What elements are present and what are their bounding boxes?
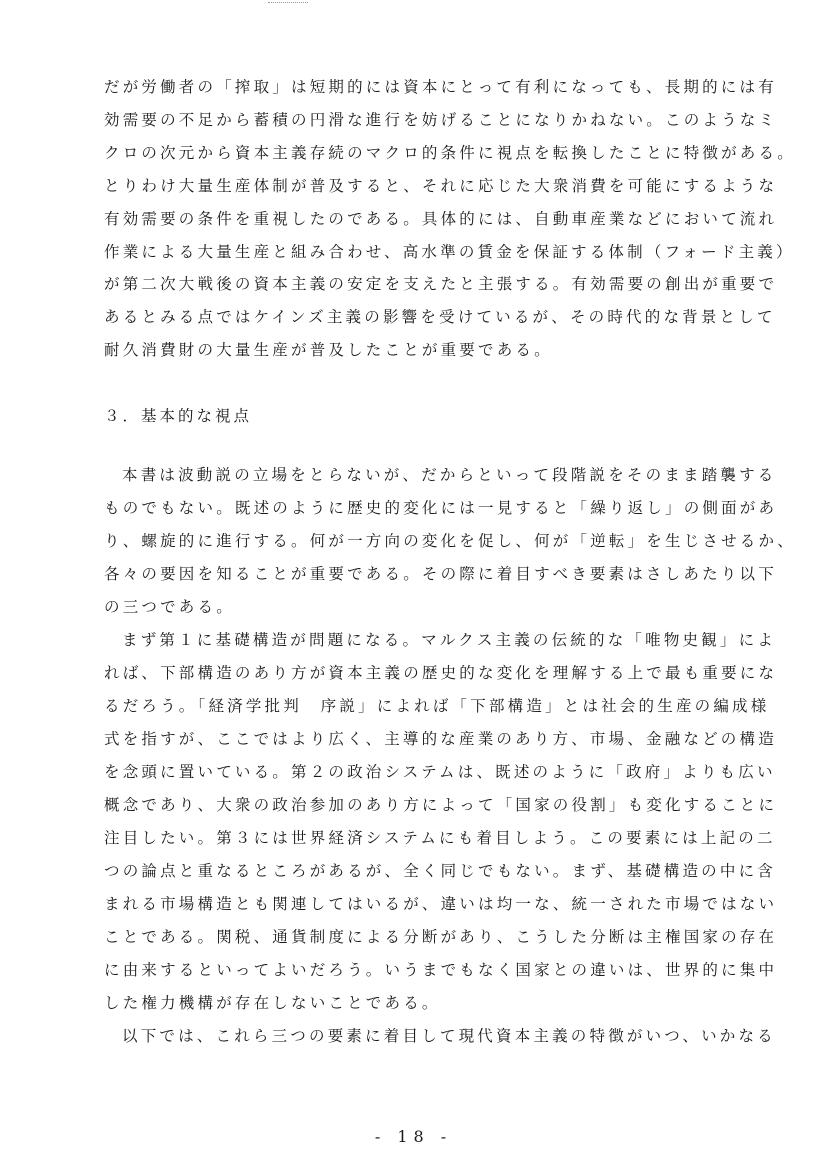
paragraph-line: に由来するといってよいだろう。いうまでもなく国家との違いは、世界的に集中 [104,961,778,979]
paragraph-line: れば、下部構造のあり方が資本主義の歴史的な変化を理解する上で最も重要にな [104,664,778,682]
paragraph-line: ものでもない。既述のように歴史的変化には一見すると「繰り返し」の側面があ [104,499,778,517]
paragraph-line: 本書は波動説の立場をとらないが、だからといって段階説をそのまま踏襲する [122,466,777,484]
paragraph-line: 耐久消費財の大量生産が普及したことが重要である。 [104,341,553,359]
paragraph-line: 式を指すが、ここではより広く、主導的な産業のあり方、市場、金融などの構造 [104,730,777,748]
paragraph-line: ことである。関税、通貨制度による分断があり、こうした分断は主権国家の存在 [104,928,778,946]
paragraph-line: を念頭に置いている。第２の政治システムは、既述のように「政府」よりも広い [104,763,776,781]
paragraph-line: 注目したい。第３には世界経済システムにも着目しよう。この要素には上記の二 [104,829,776,847]
paragraph-line: クロの次元から資本主義存続のマクロ的条件に視点を転換したことに特徴がある。 [104,144,796,162]
page-number: - 18 - [374,1127,453,1146]
paragraph-line: の三つである。 [104,598,235,616]
paragraph-line: 概念であり、大衆の政治参加のあり方によって「国家の役割」も変化することに [104,796,778,814]
paragraph-line: り、螺旋的に進行する。何が一方向の変化を促し、何が「逆転」を生じさせるか、 [104,532,796,550]
paragraph-line: 作業による大量生産と組み合わせ、高水準の賃金を保証する体制（フォード主義） [104,243,795,261]
paragraph-line: した権力機構が存在しないことである。 [104,994,441,1012]
paragraph-line: まれる市場構造とも関連してはいるが、違いは均一な、統一された市場ではない [104,895,778,913]
paragraph-line: 以下では、これら三つの要素に着目して現代資本主義の特徴がいつ、いかなる [122,1027,776,1045]
paragraph-line: 各々の要因を知ることが重要である。その際に着目すべき要素はさしあたり以下 [104,565,777,583]
paragraph-line: とりわけ大量生産体制が普及すると、それに応じた大衆消費を可能にするような [104,177,778,195]
scan-mark [268,2,308,5]
paragraph-line: るだろう。「経済学批判 序説」によれば「下部構造」とは社会的生産の編成様 [104,697,770,715]
paragraph-line: まず第１に基礎構造が問題になる。マルクス主義の伝統的な「唯物史観」によ [122,631,777,649]
paragraph-line: 有効需要の条件を重視したのである。具体的には、自動車産業などにおいて流れ [104,210,778,228]
paragraph-line: 効需要の不足から蓄積の円滑な進行を妨げることになりかねない。このようなミ [104,111,778,129]
paragraph-line: だが労働者の「搾取」は短期的には資本にとって有利になっても、長期的には有 [104,78,777,96]
paragraph-line: あるとみる点ではケインズ主義の影響を受けているが、その時代的な背景として [104,308,776,326]
paragraph-line: つの論点と重なるところがあるが、全く同じでもない。まず、基礎構造の中に含 [104,862,776,880]
section-heading: ３．基本的な視点 [104,407,253,425]
paragraph-line: が第二次大戦後の資本主義の安定を支えたと主張する。有効需要の創出が重要で [104,275,778,293]
